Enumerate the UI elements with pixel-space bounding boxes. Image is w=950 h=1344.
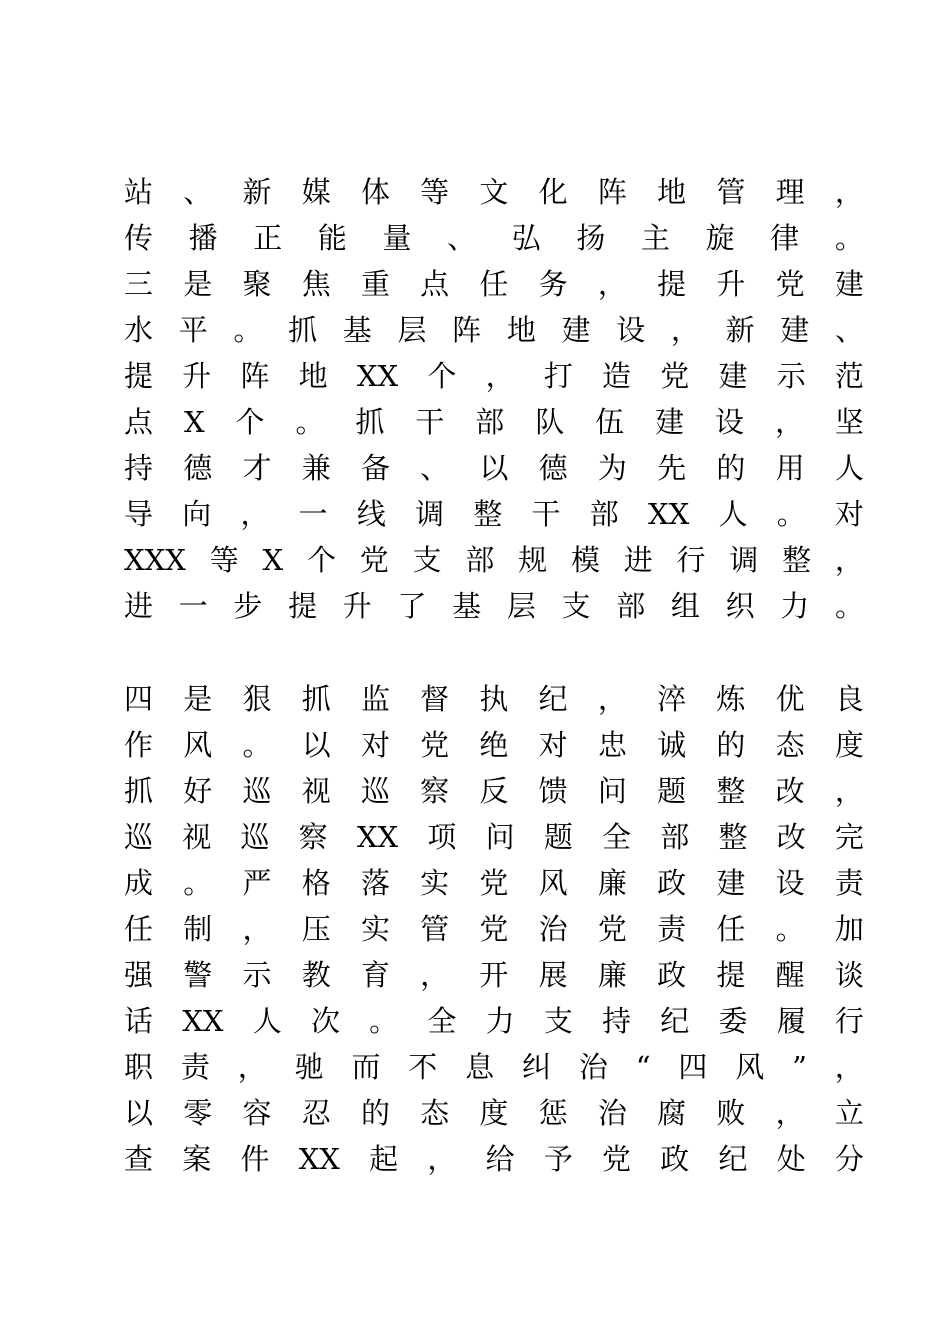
- text-char: 题: [543, 820, 573, 854]
- text-char: 忠: [597, 728, 627, 762]
- text-line: [124, 356, 864, 396]
- text-char: 旋: [705, 221, 735, 255]
- text-char: 弘: [511, 221, 541, 255]
- text-char: XX: [182, 1004, 224, 1038]
- text-char: 责: [657, 912, 687, 946]
- text-char: 部: [589, 497, 619, 531]
- text-char: 基: [342, 313, 372, 347]
- text-char: 步: [233, 589, 263, 623]
- text-char: 持: [602, 1004, 632, 1038]
- text-char: 。: [776, 497, 806, 531]
- text-char: 管: [716, 175, 746, 209]
- text-char: 规: [518, 543, 548, 577]
- text-char: 给: [485, 1142, 515, 1176]
- text-char: 阵: [597, 175, 627, 209]
- text-char: 实: [360, 912, 390, 946]
- text-char: 政: [660, 1142, 690, 1176]
- text-char: 起: [369, 1142, 399, 1176]
- text-char: 败: [716, 1096, 746, 1130]
- text-line: [124, 679, 864, 719]
- text-char: 等: [209, 543, 239, 577]
- text-char: 警: [183, 958, 213, 992]
- text-char: 等: [420, 175, 450, 209]
- text-char: 察: [298, 820, 328, 854]
- text-char: 进: [623, 543, 653, 577]
- text-char: 风: [183, 728, 213, 762]
- text-char: 。: [834, 221, 864, 255]
- text-char: 开: [479, 958, 509, 992]
- text-char: ，: [597, 682, 627, 716]
- text-char: 整: [473, 497, 503, 531]
- text-char: ，: [670, 313, 700, 347]
- text-char: 。: [834, 589, 864, 623]
- text-char: 反: [479, 774, 509, 808]
- text-char: 。: [242, 728, 272, 762]
- text-char: 主: [641, 221, 671, 255]
- text-char: 好: [183, 774, 213, 808]
- text-char: 兼: [301, 451, 331, 485]
- text-char: 优: [775, 682, 805, 716]
- text-char: 党: [597, 912, 627, 946]
- text-char: 抓: [355, 405, 385, 439]
- text-char: 风: [538, 866, 568, 900]
- text-char: 一: [178, 589, 208, 623]
- text-char: 部: [660, 820, 690, 854]
- text-char: 行: [676, 543, 706, 577]
- text-char: 强: [124, 958, 154, 992]
- text-char: 展: [538, 958, 568, 992]
- text-line: [124, 817, 864, 857]
- text-char: 建: [718, 359, 748, 393]
- text-char: 忍: [301, 1096, 331, 1130]
- text-char: 织: [725, 589, 755, 623]
- text-char: ，: [237, 1050, 267, 1084]
- text-char: 播: [188, 221, 218, 255]
- text-char: 巡: [240, 820, 270, 854]
- text-char: 是: [183, 682, 213, 716]
- text-char: 阵: [240, 359, 270, 393]
- text-char: 是: [183, 267, 213, 301]
- text-char: 党: [660, 359, 690, 393]
- text-char: ，: [427, 1142, 457, 1176]
- text-char: 的: [360, 1096, 390, 1130]
- text-char: 建: [655, 405, 685, 439]
- text-char: 抓: [124, 774, 154, 808]
- text-char: 治: [597, 1096, 627, 1130]
- text-line: [124, 771, 864, 811]
- text-char: 以: [479, 451, 509, 485]
- text-char: 德: [538, 451, 568, 485]
- text-char: 予: [543, 1142, 573, 1176]
- text-char: 了: [397, 589, 427, 623]
- text-char: 重: [360, 267, 390, 301]
- text-char: 四: [124, 682, 154, 716]
- text-char: 狠: [242, 682, 272, 716]
- text-char: 设: [715, 405, 745, 439]
- text-char: 备: [360, 451, 390, 485]
- text-char: 巡: [124, 820, 154, 854]
- text-char: 任: [716, 912, 746, 946]
- text-char: 焦: [301, 267, 331, 301]
- text-char: 纪: [538, 682, 568, 716]
- text-char: 成: [124, 866, 154, 900]
- text-char: 律: [770, 221, 800, 255]
- text-char: ，: [834, 543, 864, 577]
- text-line: [124, 1047, 864, 1087]
- text-char: 地: [298, 359, 328, 393]
- text-char: 人: [252, 1004, 282, 1038]
- text-char: 建: [716, 866, 746, 900]
- text-char: 党: [602, 1142, 632, 1176]
- text-char: 进: [124, 589, 154, 623]
- text-char: 。: [775, 912, 805, 946]
- text-char: 态: [420, 1096, 450, 1130]
- text-char: 问: [597, 774, 627, 808]
- text-char: 惩: [538, 1096, 568, 1130]
- text-char: 化: [538, 175, 568, 209]
- text-char: 媒: [301, 175, 331, 209]
- text-char: 建: [834, 267, 864, 301]
- text-line: [124, 909, 864, 949]
- text-char: 层: [506, 589, 536, 623]
- text-char: 支: [561, 589, 591, 623]
- text-char: ，: [774, 405, 804, 439]
- text-char: 提: [716, 958, 746, 992]
- text-char: 、: [183, 175, 213, 209]
- text-char: 德: [183, 451, 213, 485]
- text-char: 人: [718, 497, 748, 531]
- text-char: 良: [834, 682, 864, 716]
- text-char: 新: [242, 175, 272, 209]
- text-char: 、: [834, 313, 864, 347]
- text-char: ，: [597, 267, 627, 301]
- text-char: 的: [716, 728, 746, 762]
- text-char: 部: [475, 405, 505, 439]
- text-char: 点: [124, 405, 154, 439]
- text-char: 调: [729, 543, 759, 577]
- text-char: 廉: [597, 958, 627, 992]
- text-char: 站: [124, 175, 154, 209]
- text-line: [124, 586, 864, 626]
- text-line: [124, 172, 864, 212]
- text-char: 的: [716, 451, 746, 485]
- text-char: 执: [479, 682, 509, 716]
- text-char: 完: [834, 820, 864, 854]
- text-char: 风: [735, 1050, 765, 1084]
- text-char: 个: [235, 405, 265, 439]
- text-char: 改: [776, 820, 806, 854]
- text-char: 压: [301, 912, 331, 946]
- text-line: [124, 540, 864, 580]
- text-char: 廉: [597, 866, 627, 900]
- text-char: 。: [295, 405, 325, 439]
- text-char: 设: [616, 313, 646, 347]
- text-char: 才: [242, 451, 272, 485]
- text-char: 聚: [242, 267, 272, 301]
- text-char: 平: [178, 313, 208, 347]
- text-char: 纪: [660, 1004, 690, 1038]
- text-char: 导: [124, 497, 154, 531]
- text-char: 不: [408, 1050, 438, 1084]
- text-char: 地: [657, 175, 687, 209]
- text-char: XXX: [124, 543, 186, 577]
- text-char: XX: [356, 820, 399, 854]
- text-char: 谈: [834, 958, 864, 992]
- text-char: 传: [124, 221, 154, 255]
- text-char: ，: [775, 1096, 805, 1130]
- text-char: 。: [233, 313, 263, 347]
- text-char: 一: [298, 497, 328, 531]
- text-char: 。: [369, 1004, 399, 1038]
- text-line: [124, 863, 864, 903]
- text-char: XX: [356, 359, 399, 393]
- text-char: 伍: [595, 405, 625, 439]
- text-char: 容: [242, 1096, 272, 1130]
- text-char: ，: [240, 497, 270, 531]
- text-char: 对: [360, 728, 390, 762]
- text-char: 处: [776, 1142, 806, 1176]
- text-char: 全: [427, 1004, 457, 1038]
- text-line: [124, 955, 864, 995]
- text-char: 建: [780, 313, 810, 347]
- text-char: 提: [657, 267, 687, 301]
- text-char: 党: [479, 912, 509, 946]
- text-char: 对: [834, 497, 864, 531]
- text-char: 水: [124, 313, 154, 347]
- text-char: 落: [360, 866, 390, 900]
- text-char: 整: [718, 820, 748, 854]
- text-char: 治: [578, 1050, 608, 1084]
- text-char: 党: [420, 728, 450, 762]
- text-char: ，: [834, 175, 864, 209]
- text-char: 加: [834, 912, 864, 946]
- text-char: 制: [183, 912, 213, 946]
- text-char: 案: [182, 1142, 212, 1176]
- text-char: 党: [359, 543, 389, 577]
- text-char: 提: [124, 359, 154, 393]
- text-char: 整: [716, 774, 746, 808]
- text-char: 任: [479, 267, 509, 301]
- text-char: 点: [420, 267, 450, 301]
- text-char: 息: [465, 1050, 495, 1084]
- text-char: 查: [124, 1142, 154, 1176]
- text-char: ，: [485, 359, 515, 393]
- text-char: 巡: [242, 774, 272, 808]
- text-char: 建: [561, 313, 591, 347]
- text-char: 升: [342, 589, 372, 623]
- text-char: 全: [602, 820, 632, 854]
- text-char: 炼: [716, 682, 746, 716]
- text-char: 层: [397, 313, 427, 347]
- text-char: 以: [124, 1096, 154, 1130]
- text-char: 打: [543, 359, 573, 393]
- text-char: 三: [124, 267, 154, 301]
- text-char: 基: [452, 589, 482, 623]
- text-char: 实: [420, 866, 450, 900]
- text-char: 醒: [775, 958, 805, 992]
- text-char: 调: [415, 497, 445, 531]
- text-char: 题: [657, 774, 687, 808]
- text-char: ，: [242, 912, 272, 946]
- text-char: 政: [657, 958, 687, 992]
- text-char: 、: [420, 451, 450, 485]
- text-char: 格: [301, 866, 331, 900]
- text-char: ，: [834, 774, 864, 808]
- text-line: [124, 402, 864, 442]
- text-char: 行: [834, 1004, 864, 1038]
- text-char: 能: [317, 221, 347, 255]
- text-char: 绝: [479, 728, 509, 762]
- text-char: 。: [183, 866, 213, 900]
- text-char: 分: [834, 1142, 864, 1176]
- text-char: 而: [351, 1050, 381, 1084]
- text-char: ，: [834, 1050, 864, 1084]
- text-char: 力: [780, 589, 810, 623]
- text-line: [124, 310, 864, 350]
- text-char: 体: [360, 175, 390, 209]
- text-char: 责: [180, 1050, 210, 1084]
- text-char: 持: [124, 451, 154, 485]
- text-char: 治: [538, 912, 568, 946]
- text-char: 理: [775, 175, 805, 209]
- text-char: 部: [465, 543, 495, 577]
- text-char: 度: [834, 728, 864, 762]
- text-char: 视: [182, 820, 212, 854]
- text-char: 诚: [657, 728, 687, 762]
- text-char: 提: [288, 589, 318, 623]
- text-char: 态: [775, 728, 805, 762]
- text-char: 抓: [301, 682, 331, 716]
- text-char: 阵: [452, 313, 482, 347]
- text-char: 以: [301, 728, 331, 762]
- text-char: 造: [602, 359, 632, 393]
- text-char: 线: [356, 497, 386, 531]
- text-char: 察: [420, 774, 450, 808]
- text-char: 作: [124, 728, 154, 762]
- text-char: 力: [485, 1004, 515, 1038]
- text-char: 整: [782, 543, 812, 577]
- text-line: [124, 725, 864, 765]
- text-char: 新: [725, 313, 755, 347]
- text-char: 馈: [538, 774, 568, 808]
- text-char: 教: [301, 958, 331, 992]
- text-char: 设: [775, 866, 805, 900]
- text-char: 务: [538, 267, 568, 301]
- text-char: 正: [253, 221, 283, 255]
- text-char: 责: [834, 866, 864, 900]
- text-char: 模: [570, 543, 600, 577]
- text-char: X: [262, 543, 284, 577]
- text-char: 党: [775, 267, 805, 301]
- text-char: 政: [657, 866, 687, 900]
- text-char: 度: [479, 1096, 509, 1130]
- text-char: 示: [776, 359, 806, 393]
- text-char: 四: [678, 1050, 708, 1084]
- text-char: 督: [420, 682, 450, 716]
- text-line: [124, 218, 864, 258]
- text-char: 人: [834, 451, 864, 485]
- text-char: 履: [776, 1004, 806, 1038]
- text-char: 先: [657, 451, 687, 485]
- text-char: 职: [124, 1050, 154, 1084]
- text-char: 改: [775, 774, 805, 808]
- text-char: 驰: [294, 1050, 324, 1084]
- text-char: 立: [834, 1096, 864, 1130]
- text-char: 腐: [657, 1096, 687, 1130]
- text-char: 育: [360, 958, 390, 992]
- text-char: ”: [792, 1050, 807, 1084]
- text-char: 用: [775, 451, 805, 485]
- text-char: 范: [834, 359, 864, 393]
- text-char: 组: [670, 589, 700, 623]
- text-char: 支: [543, 1004, 573, 1038]
- text-char: 量: [382, 221, 412, 255]
- text-char: ，: [420, 958, 450, 992]
- text-char: 问: [485, 820, 515, 854]
- text-char: 地: [506, 313, 536, 347]
- text-line: [124, 1001, 864, 1041]
- text-char: 干: [531, 497, 561, 531]
- text-char: 任: [124, 912, 154, 946]
- text-line: [124, 264, 864, 304]
- text-char: 纠: [522, 1050, 552, 1084]
- text-char: 党: [479, 866, 509, 900]
- text-char: 坚: [834, 405, 864, 439]
- text-char: 个: [427, 359, 457, 393]
- text-char: X: [183, 405, 205, 439]
- text-char: 话: [124, 1004, 154, 1038]
- text-char: 纪: [718, 1142, 748, 1176]
- text-char: XX: [298, 1142, 340, 1176]
- text-char: 部: [616, 589, 646, 623]
- text-char: 扬: [576, 221, 606, 255]
- text-char: “: [635, 1050, 651, 1084]
- text-char: 升: [716, 267, 746, 301]
- text-char: 淬: [657, 682, 687, 716]
- text-line: [124, 1139, 864, 1179]
- text-char: 抓: [288, 313, 318, 347]
- text-char: 项: [427, 820, 457, 854]
- text-char: 支: [412, 543, 442, 577]
- text-char: XX: [647, 497, 690, 531]
- text-line: [124, 494, 864, 534]
- text-char: 监: [360, 682, 390, 716]
- text-char: 为: [597, 451, 627, 485]
- text-char: 升: [182, 359, 212, 393]
- text-line: [124, 448, 864, 488]
- text-char: 委: [718, 1004, 748, 1038]
- text-char: 管: [420, 912, 450, 946]
- text-char: 严: [242, 866, 272, 900]
- text-char: 示: [242, 958, 272, 992]
- text-char: 个: [306, 543, 336, 577]
- text-char: 零: [183, 1096, 213, 1130]
- text-char: 干: [415, 405, 445, 439]
- text-char: 巡: [360, 774, 390, 808]
- text-char: 、: [447, 221, 477, 255]
- text-char: 文: [479, 175, 509, 209]
- text-char: 视: [301, 774, 331, 808]
- text-char: 对: [538, 728, 568, 762]
- text-char: 次: [310, 1004, 340, 1038]
- text-char: 件: [240, 1142, 270, 1176]
- text-char: 向: [182, 497, 212, 531]
- text-char: 队: [535, 405, 565, 439]
- text-line: [124, 1093, 864, 1133]
